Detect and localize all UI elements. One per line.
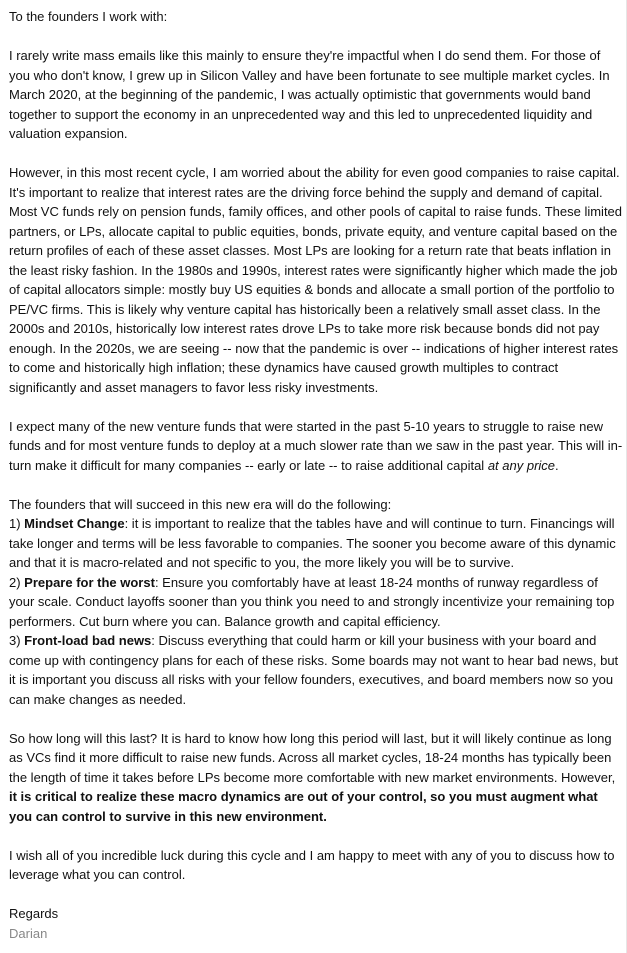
- list-item-prepare-for-worst: [9, 573, 623, 632]
- email-body: [9, 7, 623, 943]
- list-item-text: : Discuss everything that could harm or kill your business with your board and come up with contingency plans for each of these risks. Some boards may not want to hear bad news, but it is important you discuss all risks with your fellow founders, executives, and board members now so you can make changes as needed.: [9, 633, 619, 707]
- paragraph-how-long: [9, 729, 623, 827]
- paragraph-market-cycles: I rarely write mass emails like this mainly to ensure they're impactful when I do send them. For those of you who don't know, I grew up in Silicon Valley and have been fortunate to see multiple market cycles. In March 2020, at the beginning of the pandemic, I was actually optimistic that governments would band together to support the economy in an unprecedented way and this led to unprecedented liquidity and valuation expansion.: [9, 48, 610, 141]
- list-item-title: Front-load bad news: [24, 633, 152, 648]
- paragraph-venture-funds: [9, 417, 623, 476]
- paragraph-venture-funds-text: I expect many of the new venture funds that were started in the past 5-10 years to struggle to raise new funds and for most venture funds to deploy at a much slower rate than we saw in the past year. This will in-turn make it difficult for many companies -- early or late -- to raise additional capital: [9, 418, 623, 473]
- paragraph-interest-rates: However, in this most recent cycle, I am worried about the ability for even good companies to raise capital. It's important to realize that interest rates are the driving force behind the supply and demand of capital. Most VC funds rely on pension funds, family offices, and other pools of capital to raise funds. These limited partners, or LPs, allocate capital to public equities, bonds, private equity, and venture capital based on the return profiles of each of these asset classes. Most LPs are looking for a return rate that beats inflation in the least risky fashion. In the 1980s and 1990s, interest rates were significantly higher which made the job of capital allocators simple: mostly buy US equities & bonds and allocate a small portion of the portfolio to PE/VC firms. This is likely why venture capital has historically been a relatively small asset class. In the 2000s and 2010s, historically low interest rates drove LPs to take more risk because bonds did not pay enough. In the 2020s, we are seeing -- now that the pandemic is over -- indications of higher interest rates to come and historically high inflation; these dynamics have caused growth multiples to contract significantly and asset managers to favor less risky investments.: [9, 165, 623, 395]
- advice-list: [9, 495, 623, 710]
- signoff: [9, 904, 623, 943]
- list-item-mindset-change: [9, 514, 623, 573]
- paragraph-how-long-bold: it is critical to realize these macro dynamics are out of your control, so you must augment what you can control to survive in this new environment.: [9, 789, 598, 824]
- list-item-text: : Ensure you comfortably have at least 18-24 months of runway regardless of your scale. Conduct layoffs sooner than you think you need to and strongly incentivize your remaining top performers. Cut burn where you can. Balance growth and capital efficiency.: [9, 574, 615, 629]
- list-item-number: 2): [9, 574, 25, 590]
- list-item-number: 1): [9, 516, 25, 531]
- emphasis-at-any-price: at any price: [487, 457, 556, 473]
- list-item-text: : it is important to realize that the tables have and will continue to turn. Financings will take longer and terms will be less favorable to companies. The sooner you become aware of this dynamic and that it is macro-related and not specific to you, the more likely you will be to survive.: [9, 516, 616, 570]
- paragraph-good-luck: I wish all of you incredible luck during this cycle and I am happy to meet with any of you to discuss how to leverage what you can control.: [9, 847, 615, 882]
- list-item-number: 3): [9, 633, 25, 648]
- closing: Regards: [9, 906, 59, 921]
- list-item-front-load-bad-news: [9, 631, 623, 709]
- list-item-title: Prepare for the worst: [24, 574, 155, 590]
- greeting: To the founders I work with:: [9, 9, 168, 24]
- list-item-title: Mindset Change: [24, 516, 125, 531]
- signature: Darian: [9, 925, 48, 941]
- paragraph-venture-funds-end: .: [555, 457, 559, 473]
- paragraph-how-long-text: So how long will this last? It is hard to know how long this period will last, but it will likely continue as long as VCs find it more difficult to raise new funds. Across all market cycles, 18-24 months has typically been the length of time it takes before LPs become more comfortable with new market environments. However,: [9, 730, 616, 785]
- list-intro: The founders that will succeed in this new era will do the following:: [9, 496, 392, 512]
